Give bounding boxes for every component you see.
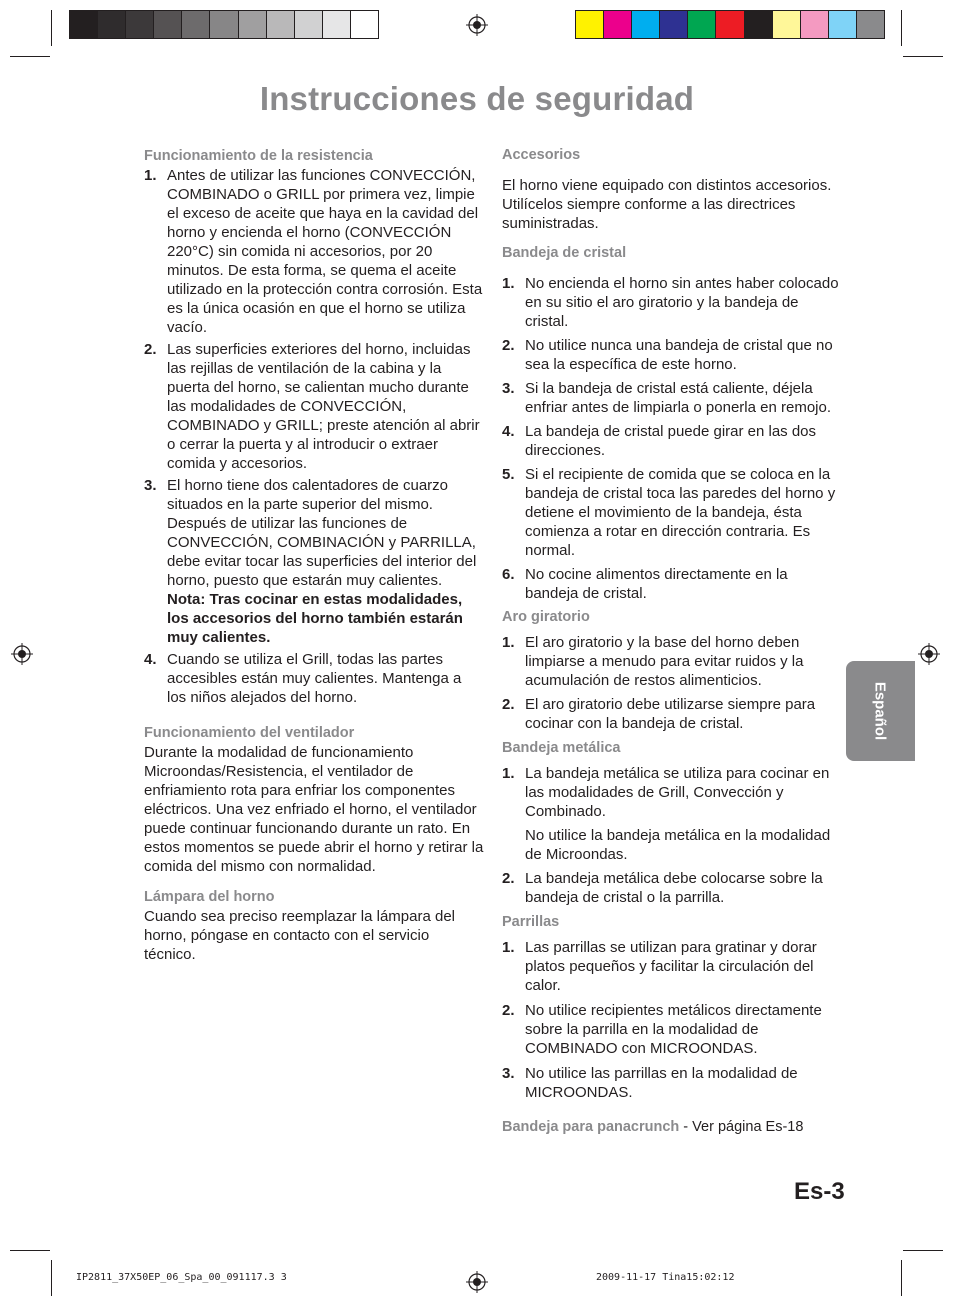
color-swatch <box>70 11 98 38</box>
color-swatch <box>210 11 238 38</box>
item-text: Si la bandeja de cristal está caliente, déjela enfriar antes de limpiarla o ponerla en remojo. <box>525 380 831 416</box>
item-text: La bandeja de cristal puede girar en las dos direcciones. <box>525 423 817 459</box>
list-item <box>144 476 484 647</box>
crop-mark-bottom-left-h <box>10 1250 50 1251</box>
item-note: Nota: Tras cocinar en estas modalidades, los accesorios del horno también estarán muy calientes. <box>167 591 463 646</box>
color-swatch <box>239 11 267 38</box>
item-number: 1. <box>144 167 157 184</box>
list-item <box>502 633 842 690</box>
color-swatch <box>745 11 773 38</box>
list-item <box>502 1001 842 1058</box>
item-number: 1. <box>502 634 515 651</box>
list-item <box>502 336 842 374</box>
list-resistencia <box>144 166 484 707</box>
item-number: 5. <box>502 466 515 483</box>
section-heading-aro: Aro giratorio <box>502 609 590 625</box>
section-heading-resistencia: Funcionamiento de la resistencia <box>144 148 373 164</box>
crop-mark-bottom-right-v <box>901 1260 902 1296</box>
panacrunch-label: Bandeja para panacrunch <box>502 1119 680 1135</box>
color-swatch <box>857 11 884 38</box>
crop-mark-top-right-v <box>901 10 902 46</box>
list-item <box>502 1064 842 1102</box>
registration-mark-left-icon <box>11 643 33 665</box>
left-column <box>144 147 484 964</box>
section-heading-bandeja-cristal: Bandeja de cristal <box>502 245 627 261</box>
item-text: Las superficies exteriores del horno, incluidas las rejillas de ventilación de la cabina y la puerta del horno, se calientan mucho durante las modalidades de CONVECCIÓN, COMBINADO y GRILL; preste atención al abrir o cerrar la puerta y al introducir o extraer comida y accesorios. <box>167 341 480 472</box>
item-text: La bandeja metálica se utiliza para cocinar en las modalidades de Grill, Convección y Combinado. <box>525 765 830 820</box>
item-number: 1. <box>502 275 515 292</box>
footer-date: 2009-11-17 Tina15:02:12 <box>596 1272 735 1283</box>
item-number: 2. <box>502 1002 515 1019</box>
item-text: Si el recipiente de comida que se coloca en la bandeja de cristal toca las paredes del horno y detiene el movimiento de la bandeja, ésta comienza a rotar en dirección contraria. Es normal. <box>525 466 836 559</box>
section-heading-parrillas: Parrillas <box>502 914 560 930</box>
item-number: 4. <box>144 651 157 668</box>
list-item <box>502 764 842 864</box>
right-column <box>502 146 842 1137</box>
paragraph-lampara: Cuando sea preciso reemplazar la lámpara del horno, póngase en contacto con el servicio técnico. <box>144 908 456 963</box>
item-text: El horno tiene dos calentadores de cuarzo situados en la parte superior del mismo. Después de utilizar las funciones de CONVECCIÓN, COMBINACIÓN y PARRILLA, debe evitar tocar las superficies del interior del horno, puesto que estarán muy calientes. <box>167 477 477 589</box>
list-bandeja-cristal <box>502 274 842 603</box>
section-heading-accesorios: Accesorios <box>502 147 581 163</box>
list-item <box>502 938 842 995</box>
color-swatch <box>660 11 688 38</box>
list-item <box>502 695 842 733</box>
list-item <box>144 166 484 337</box>
color-swatch <box>323 11 351 38</box>
language-side-tab <box>846 661 915 761</box>
crop-mark-top-left-h <box>10 56 50 57</box>
item-number: 2. <box>502 870 515 887</box>
item-number: 4. <box>502 423 515 440</box>
process-color-bar <box>575 10 885 39</box>
registration-mark-bottom-icon <box>466 1271 488 1293</box>
list-parrillas <box>502 938 842 1102</box>
item-text: El aro giratorio debe utilizarse siempre para cocinar con la bandeja de cristal. <box>525 696 816 732</box>
item-text: Antes de utilizar las funciones CONVECCIÓN, COMBINADO o GRILL por primera vez, limpie el exceso de aceite que haya en la cavidad del horno y encienda el horno (CONVECCIÓN 220°C) sin comida ni accesorios, por 20 minutos. De esta forma, se quema el aceite utilizado en la protección contra corrosión. Esta es la única ocasión en que el horno se utiliza vacío. <box>167 167 483 336</box>
paragraph-accesorios: El horno viene equipado con distintos accesorios. Utilícelos siempre conforme a las directrices suministradas. <box>502 177 832 232</box>
crop-mark-bottom-left-v <box>51 1260 52 1296</box>
color-swatch <box>182 11 210 38</box>
list-aro <box>502 633 842 733</box>
list-item <box>144 340 484 473</box>
language-tab-label: Español <box>871 681 889 741</box>
section-heading-bandeja-metalica: Bandeja metálica <box>502 740 621 756</box>
item-text: Cuando se utiliza el Grill, todas las partes accesibles están muy calientes. Mantenga a los niños alejados del horno. <box>167 651 462 706</box>
item-text: No utilice las parrillas en la modalidad de MICROONDAS. <box>525 1065 798 1101</box>
item-extra-text: No utilice la bandeja metálica en la modalidad de Microondas. <box>525 827 831 863</box>
color-swatch <box>154 11 182 38</box>
color-swatch <box>632 11 660 38</box>
color-swatch <box>267 11 295 38</box>
item-text: No utilice nunca una bandeja de cristal que no sea la específica de este horno. <box>525 337 833 373</box>
crop-mark-top-right-h <box>903 56 943 57</box>
item-number: 2. <box>502 337 515 354</box>
section-heading-ventilador: Funcionamiento del ventilador <box>144 725 355 741</box>
item-text: No utilice recipientes metálicos directamente sobre la parrilla en la modalidad de COMBINADO con MICROONDAS. <box>525 1002 822 1057</box>
list-bandeja-metalica <box>502 764 842 907</box>
color-swatch <box>351 11 378 38</box>
color-swatch <box>716 11 744 38</box>
list-item <box>502 565 842 603</box>
color-swatch <box>295 11 323 38</box>
item-number: 2. <box>144 341 157 358</box>
page-title: Instrucciones de seguridad <box>259 80 695 117</box>
color-swatch <box>829 11 857 38</box>
color-swatch <box>576 11 604 38</box>
crop-mark-top-left-v <box>51 10 52 46</box>
page-number: Es-3 <box>794 1178 845 1205</box>
color-swatch <box>604 11 632 38</box>
registration-mark-top-icon <box>466 14 488 36</box>
panacrunch-page-ref: - Ver página Es-18 <box>679 1119 804 1135</box>
item-text: No cocine alimentos directamente en la bandeja de cristal. <box>525 566 788 602</box>
panacrunch-reference <box>502 1118 842 1137</box>
color-swatch <box>688 11 716 38</box>
list-item <box>502 422 842 460</box>
color-swatch <box>773 11 801 38</box>
footer-file-name: IP2811_37X50EP_06_Spa_00_091117.3 3 <box>76 1272 287 1283</box>
paragraph-ventilador: Durante la modalidad de funcionamiento Microondas/Resistencia, el ventilador de enfriamiento rota para enfriar los componentes eléctricos. Una vez enfriado el horno, el ventilador puede continuar funcionando durante un rato. En estos momentos se puede abrir el horno y retirar la comida del mismo con normalidad. <box>144 744 484 875</box>
item-number: 1. <box>502 765 515 782</box>
item-text: El aro giratorio y la base del horno deben limpiarse a menudo para evitar ruidos y la acumulación de restos alimenticios. <box>525 634 804 689</box>
color-swatch <box>801 11 829 38</box>
color-swatch <box>126 11 154 38</box>
list-item <box>502 274 842 331</box>
item-number: 3. <box>502 380 515 397</box>
list-item <box>502 465 842 560</box>
item-text: No encienda el horno sin antes haber colocado en su sitio el aro giratorio y la bandeja de cristal. <box>525 275 839 330</box>
list-item <box>502 379 842 417</box>
item-number: 3. <box>144 477 157 494</box>
item-number: 3. <box>502 1065 515 1082</box>
item-number: 1. <box>502 939 515 956</box>
crop-mark-bottom-right-h <box>903 1250 943 1251</box>
list-item <box>144 650 484 707</box>
item-text: Las parrillas se utilizan para gratinar y dorar platos pequeños y facilitar la circulación del calor. <box>525 939 817 994</box>
list-item <box>502 869 842 907</box>
item-number: 6. <box>502 566 515 583</box>
item-text: La bandeja metálica debe colocarse sobre la bandeja de cristal o la parrilla. <box>525 870 823 906</box>
grayscale-color-bar <box>69 10 379 39</box>
item-number: 2. <box>502 696 515 713</box>
registration-mark-right-icon <box>918 643 940 665</box>
color-swatch <box>98 11 126 38</box>
section-heading-lampara: Lámpara del horno <box>144 889 275 905</box>
